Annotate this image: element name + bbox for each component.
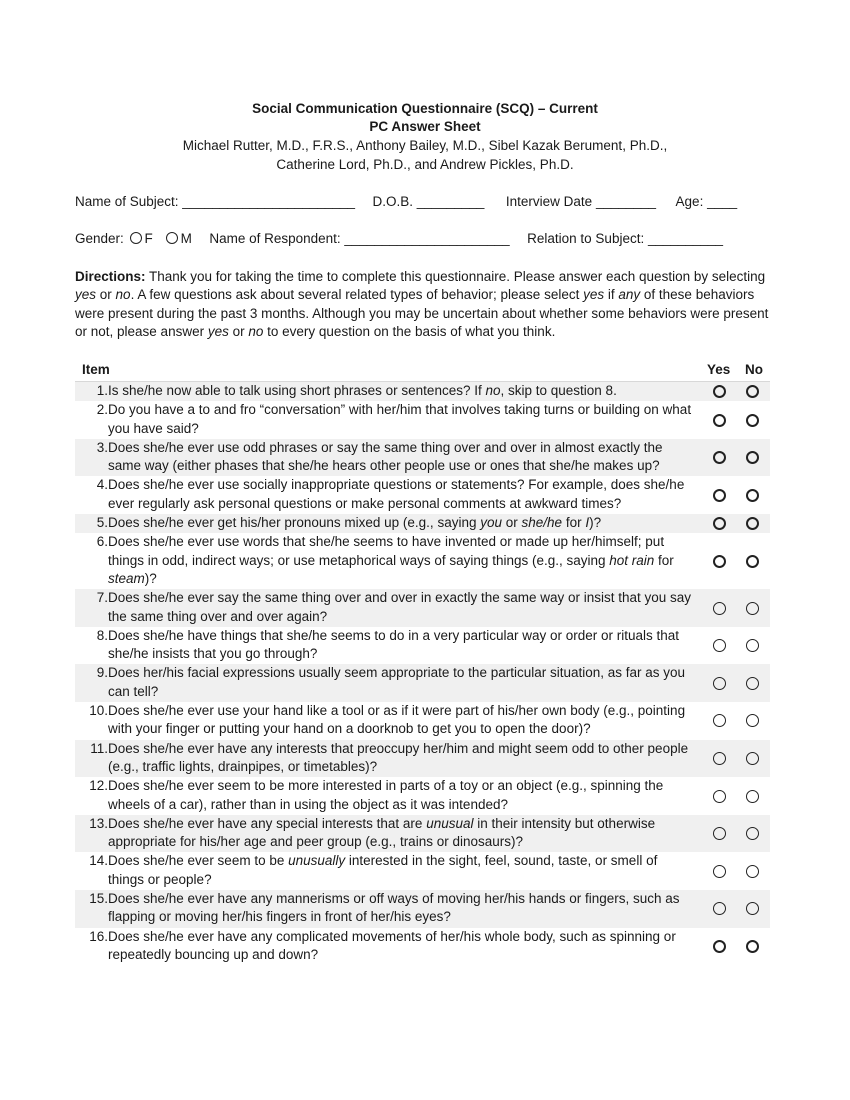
no-radio[interactable] bbox=[746, 385, 759, 398]
question-row bbox=[75, 439, 770, 477]
directions-text: of these behaviors were present during the past 3 months. Although you may be uncertain about whether some behaviors were present or not, please answer bbox=[75, 287, 769, 340]
question-number: 4. bbox=[96, 477, 108, 493]
question-text: Does she/he ever have any mannerisms or off ways of moving her/his hands or fingers, such as flapping or moving her/his fingers in front of her/his eyes? bbox=[108, 891, 680, 925]
yes-radio[interactable] bbox=[713, 827, 726, 840]
question-row bbox=[75, 514, 770, 533]
yes-radio[interactable] bbox=[713, 414, 726, 427]
question-text: Does she/he ever get his/her pronouns mixed up (e.g., saying you or she/he for I)? bbox=[108, 515, 602, 531]
question-number: 8. bbox=[96, 627, 108, 643]
name-of-respondent-field[interactable]: Name of Respondent: ______________________ bbox=[209, 231, 510, 246]
question-text: Does she/he ever use words that she/he seems to have invented or made up her/himself; put things in odd, indirect ways; or use metaphorical ways of saying things (e.g., saying hot rain for steam)? bbox=[108, 534, 674, 586]
directions-text: Thank you for taking the time to complete this questionnaire. Please answer each question by selecting bbox=[145, 269, 766, 284]
yes-radio[interactable] bbox=[713, 940, 726, 953]
question-row bbox=[75, 815, 770, 853]
yes-radio[interactable] bbox=[713, 451, 726, 464]
no-radio[interactable] bbox=[746, 752, 759, 765]
question-text: Does her/his facial expressions usually seem appropriate to the particular situation, as far as you can tell? bbox=[108, 665, 686, 699]
question-text: Does she/he ever use socially inappropriate questions or statements? For example, does she/he ever regularly ask personal questions or make personal comments at awkward times? bbox=[108, 477, 685, 511]
directions-no: no bbox=[115, 287, 131, 303]
question-row bbox=[75, 702, 770, 740]
gender-f-radio[interactable] bbox=[130, 232, 142, 244]
directions-text: to every question on the basis of what you think. bbox=[263, 324, 556, 340]
interview-date-field[interactable]: Interview Date ________ bbox=[505, 194, 657, 209]
question-text: Does she/he have things that she/he seems to do in a very particular way or order or rituals that she/he insists that you go through? bbox=[108, 627, 680, 662]
question-row bbox=[75, 589, 770, 627]
age-field[interactable]: Age: ____ bbox=[675, 194, 738, 209]
question-number: 3. bbox=[96, 439, 108, 455]
gender-label: Gender: bbox=[75, 231, 124, 246]
no-radio[interactable] bbox=[746, 639, 759, 652]
document-title: Social Communication Questionnaire (SCQ) – Current bbox=[252, 101, 598, 116]
question-row bbox=[75, 852, 770, 890]
authors-line-1: Michael Rutter, M.D., F.R.S., Anthony Bailey, M.D., Sibel Kazak Berument, Ph.D., bbox=[182, 138, 668, 153]
question-number: 2. bbox=[96, 402, 108, 418]
question-text: Does she/he ever seem to be unusually interested in the sight, feel, sound, taste, or smell of things or people? bbox=[108, 853, 658, 887]
question-row bbox=[75, 533, 770, 589]
yes-radio[interactable] bbox=[713, 517, 726, 530]
question-number: 16. bbox=[89, 928, 108, 944]
yes-radio[interactable] bbox=[713, 790, 726, 803]
question-text: Does she/he ever have any interests that preoccupy her/him and might seem odd to other people (e.g., traffic lights, drainpipes, or timetables)? bbox=[108, 740, 689, 774]
gender-f-label: F bbox=[144, 231, 153, 246]
directions-text: or bbox=[96, 287, 116, 303]
yes-radio[interactable] bbox=[713, 677, 726, 690]
no-radio[interactable] bbox=[746, 414, 759, 427]
directions-yes: yes bbox=[75, 287, 97, 303]
name-of-subject-field[interactable]: Name of Subject: _______________________ bbox=[75, 194, 355, 209]
no-radio[interactable] bbox=[746, 865, 759, 878]
no-radio[interactable] bbox=[746, 902, 759, 915]
gender-m-radio[interactable] bbox=[166, 232, 178, 244]
question-text: Does she/he ever have any complicated movements of her/his whole body, such as spinning or repeatedly bouncing up and down? bbox=[108, 928, 676, 962]
yes-radio[interactable] bbox=[713, 639, 726, 652]
question-text: Does she/he ever use odd phrases or say the same thing over and over in almost exactly the same way (either phases that she/he hears other people use or ones that she/he makes up? bbox=[108, 439, 663, 474]
question-row bbox=[75, 382, 770, 401]
directions-text: if bbox=[604, 287, 619, 303]
question-row bbox=[75, 401, 770, 439]
question-text: Does she/he ever use your hand like a tool or as if it were part of his/her own body (e.g., pointing with your finger or putting your hand on a doorknob to get you to open the door)? bbox=[108, 703, 686, 737]
question-row bbox=[75, 928, 770, 966]
no-radio[interactable] bbox=[746, 489, 759, 502]
directions-text: or bbox=[228, 324, 249, 340]
question-number: 14. bbox=[89, 853, 108, 869]
question-text: Is she/he now able to talk using short phrases or sentences? If no, skip to question 8. bbox=[108, 383, 617, 398]
items-table-body bbox=[75, 382, 770, 965]
directions-any: any bbox=[618, 287, 641, 303]
directions-yes: yes bbox=[583, 287, 605, 303]
no-radio[interactable] bbox=[746, 714, 759, 727]
question-text: Do you have a to and fro “conversation” with her/him that involves taking turns or building on what you have said? bbox=[108, 402, 692, 436]
question-number: 15. bbox=[89, 891, 108, 907]
no-radio[interactable] bbox=[746, 602, 759, 615]
no-radio[interactable] bbox=[746, 517, 759, 530]
question-number: 7. bbox=[96, 590, 108, 606]
authors-line-2: Catherine Lord, Ph.D., and Andrew Pickles, Ph.D. bbox=[276, 157, 574, 172]
respondent-info-row bbox=[75, 231, 723, 246]
relation-to-subject-field[interactable]: Relation to Subject: __________ bbox=[527, 231, 724, 246]
column-header-item: Item bbox=[82, 362, 110, 377]
no-radio[interactable] bbox=[746, 451, 759, 464]
column-header-yes: Yes bbox=[707, 362, 731, 377]
question-text: Does she/he ever say the same thing over and over in exactly the same way or insist that you say the same thing over and over again? bbox=[108, 590, 692, 624]
subject-info-row bbox=[75, 194, 737, 209]
directions-no: no bbox=[248, 324, 264, 340]
yes-radio[interactable] bbox=[713, 385, 726, 398]
question-row bbox=[75, 664, 770, 702]
question-row bbox=[75, 740, 770, 778]
directions-label: Directions: bbox=[75, 269, 146, 284]
yes-radio[interactable] bbox=[713, 752, 726, 765]
directions-yes: yes bbox=[207, 324, 229, 340]
no-radio[interactable] bbox=[746, 677, 759, 690]
directions-paragraph bbox=[75, 268, 775, 342]
yes-radio[interactable] bbox=[713, 902, 726, 915]
question-number: 6. bbox=[96, 534, 108, 550]
yes-radio[interactable] bbox=[713, 555, 726, 568]
document-header bbox=[0, 100, 850, 174]
question-number: 5. bbox=[96, 515, 108, 531]
gender-m-label: M bbox=[180, 231, 192, 246]
question-text: Does she/he ever have any special interests that are unusual in their intensity but otherwise appropriate for his/her age and peer group (e.g., trains or dinosaurs)? bbox=[108, 815, 656, 850]
items-table-header bbox=[75, 361, 770, 382]
question-number: 13. bbox=[89, 815, 108, 831]
directions-text: . A few questions ask about several related types of behavior; please select bbox=[130, 287, 584, 303]
yes-radio[interactable] bbox=[713, 489, 726, 502]
document-subtitle: PC Answer Sheet bbox=[369, 119, 481, 134]
column-header-no: No bbox=[745, 362, 763, 377]
question-number: 11. bbox=[90, 740, 108, 756]
question-row bbox=[75, 777, 770, 815]
yes-radio[interactable] bbox=[713, 865, 726, 878]
question-number: 9. bbox=[96, 665, 108, 681]
question-number: 10. bbox=[89, 703, 108, 719]
dob-field[interactable]: D.O.B. _________ bbox=[372, 194, 485, 209]
question-text: Does she/he ever seem to be more interested in parts of a toy or an object (e.g., spinning the wheels of a car), rather than in using the object as it was intended? bbox=[108, 778, 664, 812]
yes-radio[interactable] bbox=[713, 714, 726, 727]
no-radio[interactable] bbox=[746, 555, 759, 568]
question-row bbox=[75, 890, 770, 928]
yes-radio[interactable] bbox=[713, 602, 726, 615]
question-row bbox=[75, 476, 770, 514]
question-row bbox=[75, 627, 770, 665]
question-number: 1. bbox=[96, 383, 108, 398]
question-number: 12. bbox=[89, 778, 108, 794]
no-radio[interactable] bbox=[746, 827, 759, 840]
no-radio[interactable] bbox=[746, 790, 759, 803]
no-radio[interactable] bbox=[746, 940, 759, 953]
